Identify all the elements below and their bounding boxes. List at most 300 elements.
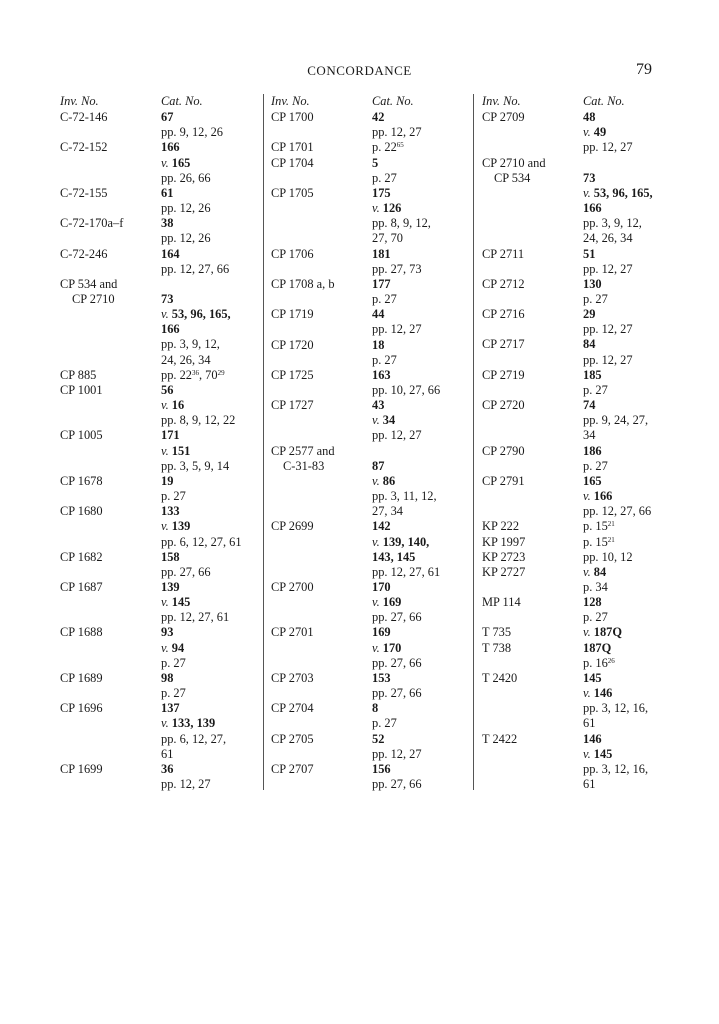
catalogue-number: 42 [372,110,385,125]
see-also-number: 94 [171,640,185,655]
inv-number [482,550,583,565]
catalogue-number: 73 [583,170,596,185]
cat-number [583,550,682,565]
page-reference [161,262,258,277]
see-also-reference [372,413,466,428]
inv-number [482,641,583,671]
catalogue-number: 166 [583,201,602,216]
inv-number-line: CP 885 [60,367,97,382]
concordance-entry [271,671,466,701]
see-also-marker: v. [583,746,594,761]
inv-number-line: CP 1725 [271,367,314,382]
see-also-number: 16 [171,398,185,413]
cat-number [583,595,682,625]
concordance-entry [271,444,466,520]
cat-number [161,504,258,549]
page-reference [583,656,682,671]
concordance-entry [271,701,466,731]
spacer [583,156,682,171]
concordance-entry [60,383,258,428]
page-reference [161,686,258,701]
cat-number [372,368,466,398]
page-reference-text: pp. 8, 9, 12, [372,216,431,231]
concordance-column-2 [271,94,466,792]
inv-number-line: C-72-170a–f [60,216,124,231]
see-also-number: 126 [382,201,402,216]
cat-number [161,580,258,625]
concordance-entry [271,140,466,155]
inv-number-line: CP 1706 [271,246,314,261]
column-divider [473,94,474,790]
page-reference [583,262,682,277]
page-reference [372,216,466,231]
see-also-reference [372,595,466,610]
catalogue-number: 73 [161,292,174,307]
see-also-marker: v. [161,307,172,322]
see-also-marker: v. [372,473,383,488]
cat-number [583,625,682,640]
page-reference [583,292,682,307]
see-also-reference [583,747,682,762]
column-header [60,94,258,109]
cat-number [583,307,682,337]
page-reference-text: pp. 22 [161,367,192,382]
inv-number-line: KP 2723 [482,549,526,564]
cat-number [583,277,682,307]
see-also-marker: v. [161,155,172,170]
cat-number [161,428,258,473]
inv-no-header: Inv. No. [60,94,99,108]
catalogue-number: 186 [583,443,602,458]
page-reference [161,535,258,550]
see-also-marker: v. [583,489,594,504]
cat-number [583,732,682,793]
catalogue-number: 171 [161,428,180,443]
see-also-marker: v. [583,686,594,701]
page-reference-text: pp. 12, 27 [372,428,422,443]
inv-number-line: CP 1719 [271,307,314,322]
inv-number [271,580,372,625]
cat-number [583,337,682,367]
concordance-entry [60,247,258,277]
page-reference-text: p. 16 [583,655,608,670]
catalogue-number: 19 [161,473,174,488]
page-reference [583,777,682,792]
concordance-entry [60,701,258,762]
inv-number-line: CP 1678 [60,473,103,488]
see-also-reference [372,535,466,550]
catalogue-number: 156 [372,761,391,776]
see-also-reference [161,307,258,322]
page-reference [372,383,466,398]
page-reference-text: pp. 3, 11, 12, [372,489,437,504]
cat-no-header: Cat. No. [372,94,414,108]
catalogue-number: 48 [583,110,596,125]
page-reference-text: p. 15 [583,534,608,549]
see-also-marker: v. [583,125,594,140]
inv-number [271,277,372,307]
inv-number [60,277,161,368]
catalogue-number: 74 [583,398,596,413]
page-reference-text: p. 27 [161,655,186,670]
inv-number-line: CP 2711 [482,246,525,261]
inv-number-line: CP 1705 [271,185,314,200]
page-reference [583,701,682,716]
catalogue-number: 143, 145 [372,549,416,564]
inv-number-line: CP 1700 [271,110,314,125]
page-reference [372,716,466,731]
page-reference-text: pp. 10, 27, 66 [372,382,441,397]
footnote-number: 65 [396,141,404,150]
inv-number [271,186,372,247]
concordance-entry [482,110,682,155]
cat-number [583,671,682,732]
page-reference-text: pp. 12, 26 [161,201,211,216]
concordance-entry [482,641,682,671]
inv-number [482,595,583,625]
concordance-entry [60,474,258,504]
page-reference-text: p. 27 [372,352,397,367]
see-also-reference [161,716,258,731]
page-reference [372,322,466,337]
inv-number-line: CP 1720 [271,337,314,352]
inv-number-line: T 738 [482,640,512,655]
page-reference [372,125,466,140]
cat-no-header: Cat. No. [583,94,625,108]
page-reference [372,504,466,519]
page-reference [372,747,466,762]
page-reference [161,489,258,504]
inv-number-line: CP 1682 [60,549,103,564]
concordance-entry [482,595,682,625]
catalogue-number: 5 [372,155,379,170]
inv-number [271,338,372,368]
inv-number [60,428,161,473]
concordance-entry [482,565,682,595]
inv-number [482,519,583,534]
catalogue-number: 29 [583,307,596,322]
inv-number [271,519,372,580]
inv-number-line: CP 2700 [271,579,314,594]
inv-number [60,550,161,580]
cat-number [583,535,682,550]
page-reference [583,504,682,519]
inv-number-line: T 2422 [482,731,518,746]
inv-number-line: T 2420 [482,670,518,685]
page-reference [161,231,258,246]
catalogue-number: 163 [372,367,391,382]
cat-number [161,247,258,277]
page-reference-text: pp. 3, 12, 16, [583,761,649,776]
cat-number [161,277,258,368]
concordance-entry [482,337,682,367]
inv-number [60,701,161,762]
catalogue-number: 93 [161,625,174,640]
page-reference-text: 34 [583,428,596,443]
page-reference-text: pp. 12, 27, 66 [161,261,230,276]
cat-number [372,732,466,762]
cat-number [372,671,466,701]
cat-number [161,701,258,762]
inv-number [271,398,372,443]
cat-number [372,140,466,155]
page-reference [583,459,682,474]
page-number: 79 [636,61,652,78]
see-also-number: 53, 96, 165, [171,307,231,322]
concordance-column-3 [482,94,682,792]
concordance-entry [60,110,258,140]
see-also-marker: v. [161,519,172,534]
page-reference-text: pp. 8, 9, 12, 22 [161,413,236,428]
inv-number-line: KP 1997 [482,534,526,549]
page-reference [161,565,258,580]
inv-number [60,186,161,216]
page-reference-text: 24, 26, 34 [161,352,211,367]
page-reference [161,337,258,352]
page-reference [583,231,682,246]
page-reference-text: 61 [583,716,596,731]
inv-number-line: CP 2701 [271,625,314,640]
catalogue-number: 169 [372,625,391,640]
page-reference-text: pp. 6, 12, 27, [161,731,227,746]
cat-number [583,156,682,247]
concordance-entry [482,156,682,247]
cat-no-header: Cat. No. [161,94,203,108]
see-also-reference [372,641,466,656]
page-reference-text: p. 27 [583,382,608,397]
catalogue-number: 142 [372,519,391,534]
inv-number [271,762,372,792]
page-reference [583,762,682,777]
see-also-reference [161,444,258,459]
catalogue-number: 139 [161,579,180,594]
inv-number-line: CP 2790 [482,443,525,458]
inv-number-line: CP 2716 [482,307,525,322]
concordance-entry [482,519,682,534]
concordance-entry [60,671,258,701]
page-reference-text: pp. 12, 27 [372,746,422,761]
page-reference-text: p. 27 [372,292,397,307]
page-reference [372,171,466,186]
catalogue-number: 52 [372,731,385,746]
page-reference-text: pp. 12, 27 [583,261,633,276]
catalogue-number: 145 [583,670,602,685]
inv-number-line: CP 1704 [271,155,314,170]
inv-number-line: KP 222 [482,519,520,534]
page-reference-text: pp. 3, 9, 12, [161,337,220,352]
inv-number [60,216,161,246]
cat-number [161,474,258,504]
page-reference-text: pp. 12, 27 [161,777,211,792]
inv-number [60,368,161,383]
footnote-number: 21 [607,535,615,544]
entry-list [271,110,466,792]
page-reference [372,686,466,701]
footnote-number: 29 [217,368,225,377]
see-also-number: 139, 140, [382,534,430,549]
page-reference [372,428,466,443]
concordance-entry [482,671,682,732]
inv-number-line: CP 1005 [60,428,103,443]
inv-number [60,474,161,504]
cat-number [583,474,682,519]
column-divider [263,94,264,790]
page-reference [583,716,682,731]
page-reference-text: p. 27 [583,610,608,625]
inv-number-line: CP 1680 [60,504,103,519]
inv-number [482,368,583,398]
concordance-entry [271,580,466,625]
see-also-reference [372,474,466,489]
see-also-marker: v. [161,443,172,458]
catalogue-number: 67 [161,110,174,125]
see-also-marker: v. [161,640,172,655]
inv-number [60,247,161,277]
page-reference-text: 27, 34 [372,504,403,519]
column-header [271,94,466,109]
inv-number [271,156,372,186]
footnote-number: 26 [607,656,615,665]
concordance-entry [271,247,466,277]
concordance-entry [482,247,682,277]
page-reference-text: pp. 10, 12 [583,549,633,564]
page-reference [372,353,466,368]
page-reference [161,201,258,216]
concordance-entry [482,277,682,307]
inv-number [271,140,372,155]
page-reference-text: pp. 12, 27 [372,322,422,337]
inv-number [482,565,583,595]
concordance-entry [482,368,682,398]
page-reference-text: p. 34 [583,579,608,594]
catalogue-number: 187Q [583,640,612,655]
page-reference [583,428,682,443]
inv-number-line: KP 2727 [482,564,526,579]
inv-number-line: CP 1689 [60,670,103,685]
page-reference-text: pp. 3, 9, 12, [583,216,642,231]
cat-number [161,186,258,216]
see-also-number: 34 [382,413,396,428]
see-also-reference [583,489,682,504]
page-reference [583,140,682,155]
concordance-entry [271,398,466,443]
inv-number-line: CP 2710 and [482,155,546,170]
catalogue-number: 43 [372,398,385,413]
cat-number [372,156,466,186]
inv-number-line: CP 2791 [482,473,525,488]
page-reference-text: pp. 3, 5, 9, 14 [161,458,230,473]
page-reference-text: 61 [161,746,174,761]
cat-number [161,140,258,185]
see-also-number: 146 [593,686,613,701]
page-reference-text: pp. 3, 12, 16, [583,701,649,716]
page-reference-text: p. 27 [583,292,608,307]
page-reference [372,777,466,792]
see-also-number: 170 [382,640,402,655]
page-reference-text: pp. 9, 12, 26 [161,125,223,140]
inv-number [482,732,583,793]
see-also-reference [161,398,258,413]
page-reference [161,171,258,186]
page-reference-text: pp. 12, 27 [583,352,633,367]
page-reference [372,140,466,155]
see-also-number: 169 [382,595,402,610]
cat-number [583,565,682,595]
page-reference-text: p. 27 [583,458,608,473]
page-reference-text: , 70 [198,367,218,382]
page-reference [161,610,258,625]
inv-number [482,307,583,337]
see-also-number: 145 [171,595,191,610]
see-also-marker: v. [161,398,172,413]
catalogue-number: 170 [372,579,391,594]
cat-number [372,398,466,443]
page-reference-text: pp. 12, 27, 66 [583,504,652,519]
inv-number [271,732,372,762]
page-reference [161,368,258,383]
inv-number-line: CP 2710 [72,292,115,307]
concordance-entry [60,140,258,185]
inv-number [482,247,583,277]
catalogue-number: 185 [583,367,602,382]
catalogue-number: 164 [161,246,180,261]
inv-number-line: CP 2709 [482,110,525,125]
catalogue-number: 130 [583,276,602,291]
footnote-number: 36 [191,368,199,377]
concordance-entry [482,732,682,793]
page-reference-text: pp. 27, 66 [372,777,422,792]
concordance-column-1 [60,94,258,792]
see-also-number: 165 [171,155,191,170]
concordance-entry [271,338,466,368]
page-reference [161,353,258,368]
see-also-number: 151 [171,443,191,458]
concordance-entry [271,156,466,186]
page-reference [161,656,258,671]
inv-number-line: CP 1699 [60,761,103,776]
see-also-number: 133, 139 [171,716,216,731]
concordance-entry [60,277,258,368]
catalogue-number: 177 [372,276,391,291]
inv-number [60,580,161,625]
cat-number [372,277,466,307]
cat-number [161,762,258,792]
catalogue-number: 51 [583,246,596,261]
page-reference-text: pp. 27, 66 [161,564,211,579]
inv-number-line: CP 2703 [271,670,314,685]
concordance-entry [271,625,466,670]
page-reference-text: 24, 26, 34 [583,231,633,246]
page-reference-text: pp. 12, 27 [583,140,633,155]
concordance-entry [60,580,258,625]
page-reference [583,535,682,550]
concordance-entry [60,216,258,246]
cat-number [372,247,466,277]
inv-number-line: CP 1687 [60,579,103,594]
see-also-number: 139 [171,519,191,534]
inv-number-line: CP 2719 [482,367,525,382]
cat-number [161,671,258,701]
cat-number [161,550,258,580]
column-header [482,94,682,109]
inv-no-header: Inv. No. [271,94,310,108]
concordance-entry [60,504,258,549]
inv-number-line: CP 2712 [482,276,525,291]
page-reference [372,610,466,625]
page-reference [372,489,466,504]
page-reference [372,656,466,671]
cat-number [161,625,258,670]
